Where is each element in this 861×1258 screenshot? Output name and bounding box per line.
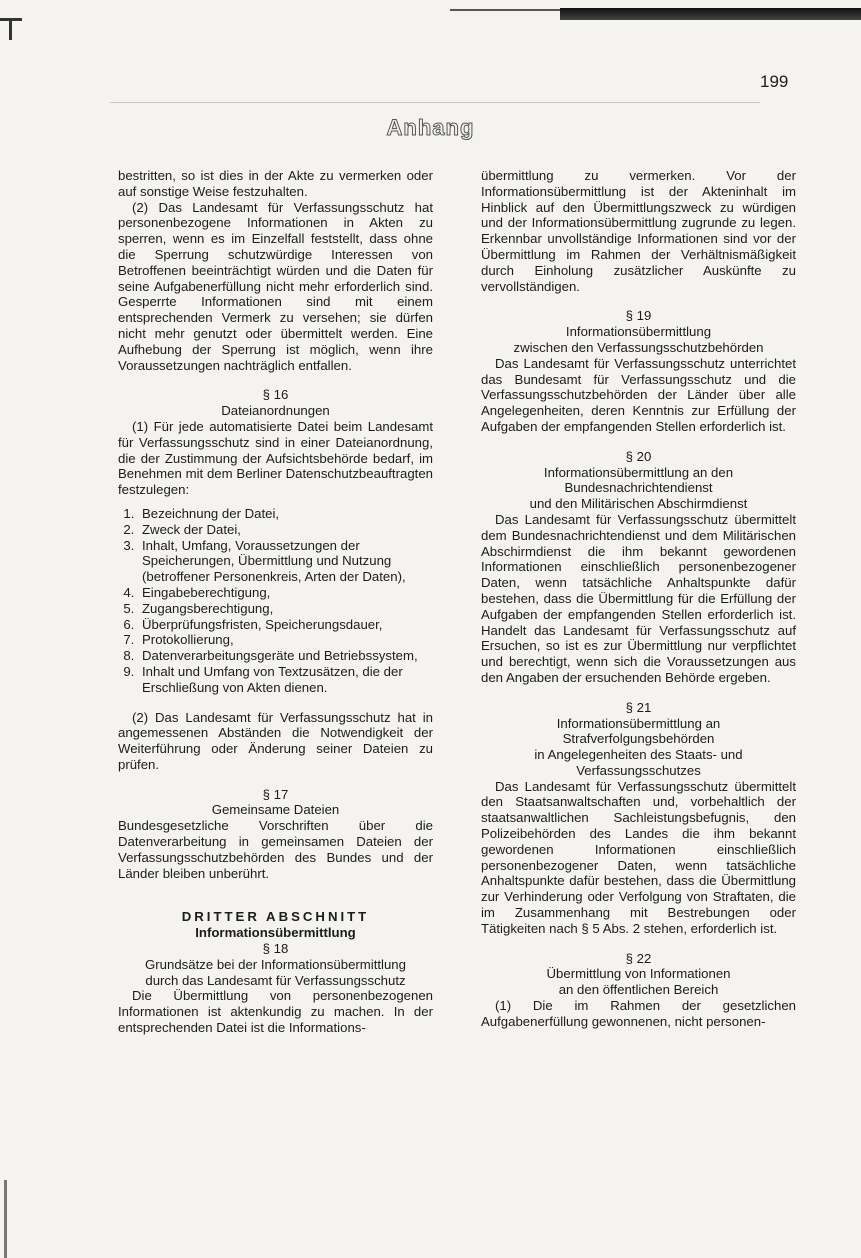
- section-title: Grundsätze bei der Informationsübermittlung: [145, 956, 406, 972]
- numbered-list: [118, 506, 433, 696]
- paragraph: (2) Das Landesamt für Verfassungsschutz hat personenbezogene Informationen in Akten zu sperren, wenn es im Einzelfall feststellt, dass ohne die Sperrung schutzwürdige Interessen von Betroffenen beeinträchtigt würden und die Daten für seine Aufgabenerfüllung nicht mehr erforderlich sind. Gesperrte Informationen sind mit einem entsprechenden Vermerk zu versehen; sie dürfen nicht mehr genutzt oder übermittelt werden. Eine Aufhebung der Sperrung ist möglich, wenn ihre Voraussetzungen nachträglich entfallen.: [118, 199, 433, 373]
- paragraph: (1) Für jede automatisierte Datei beim Landesamt für Verfassungsschutz sind in einer Dateianordnung, die der Zustimmung der Aufsichtsbehörde bedarf, im Benehmen mit dem Berliner Datenschutzbeauftragten festzulegen:: [118, 418, 433, 498]
- paragraph: Das Landesamt für Verfassungsschutz übermittelt dem Bundesnachrichtendienst und dem Militärischen Abschirmdienst die ihm bekannt gewordenen Informationen einschließlich personenbezogener Daten, wenn tatsächliche Anhaltspunkte dafür bestehen, dass die Übermittlung für die Erfüllung der Aufgaben der empfangenden Stellen erforderlich ist. Handelt das Landesamt für Verfassungsschutz auf Ersuchen, so ist es zur Übermittlung nur verpflichtet und berechtigt, wenn sich die Voraussetzungen aus den Angaben der ersuchenden Behörde ergeben.: [481, 511, 796, 685]
- section-title: Informationsübermittlung: [565, 324, 712, 340]
- scan-border: [0, 0, 861, 40]
- paragraph: (1) Die im Rahmen der gesetzlichen Aufgabenerfüllung gewonnenen, nicht personen-: [481, 998, 796, 1029]
- list-item: 9. Inhalt und Umfang von Textzusätzen, die der Erschließung von Akten dienen.: [138, 664, 433, 696]
- section-title: Informationsübermittlung an: [556, 715, 721, 731]
- section-title: Dateianordnungen: [221, 403, 330, 419]
- section-title: in Angelegenheiten des Staats- und: [534, 747, 743, 763]
- section-title: Strafverfolgungsbehörden: [562, 731, 715, 747]
- paragraph: übermittlung zu vermerken. Vor der Informationsübermittlung ist der Akteninhalt im Hinblick auf den Übermittlungszweck zu würdigen und der Informationsübermittlung zugrunde zu legen. Erkennbar unvollständige Informationen sind vor der Übermittlung im Rahmen der Verhältnismäßigkeit durch Einholung zusätzlicher Auskünfte zu vervollständigen.: [481, 168, 796, 294]
- running-head: Anhang: [386, 115, 475, 140]
- list-item: 3. Inhalt, Umfang, Voraussetzungen der Speicherungen, Übermittlung und Nutzung (betroffener Personenkreis, Arten der Daten),: [138, 538, 433, 585]
- list-item: 7. Protokollierung,: [138, 632, 433, 648]
- section-title: an den öffentlichen Bereich: [558, 982, 719, 998]
- list-item: 6. Überprüfungsfristen, Speicherungsdauer,: [138, 617, 433, 633]
- section-number: § 16: [262, 387, 289, 403]
- section-title: Gemeinsame Dateien: [211, 802, 340, 818]
- list-item: 2. Zweck der Datei,: [138, 522, 433, 538]
- section-title: durch das Landesamt für Verfassungsschutz: [145, 972, 406, 988]
- header-rule: [110, 102, 760, 103]
- list-item: 1. Bezeichnung der Datei,: [138, 506, 433, 522]
- section-number: § 22: [625, 950, 652, 966]
- chapter-title: Informationsübermittlung: [195, 925, 356, 941]
- page-number: 199: [760, 72, 789, 91]
- list-item: 4. Eingabeberechtigung,: [138, 585, 433, 601]
- scan-edge-thin: [450, 9, 570, 11]
- section-title: Bundesnachrichtendienst: [564, 480, 713, 496]
- scan-edge-left: [4, 1180, 7, 1258]
- section-number: § 21: [625, 699, 652, 715]
- section-number: § 17: [262, 786, 289, 802]
- list-item: 8. Datenverarbeitungsgeräte und Betriebssystem,: [138, 648, 433, 664]
- section-title: und den Militärischen Abschirmdienst: [529, 496, 748, 512]
- section-number: § 20: [625, 448, 652, 464]
- right-column: [481, 168, 796, 1030]
- section-title: zwischen den Verfassungsschutzbehörden: [513, 339, 764, 355]
- scan-edge-bar: [560, 8, 861, 20]
- section-title: Verfassungsschutzes: [576, 762, 701, 778]
- paragraph: Die Übermittlung von personenbezogenen Informationen ist aktenkundig zu machen. In der entsprechenden Datei ist die Informations-: [118, 988, 433, 1036]
- section-title: Übermittlung von Informationen: [546, 966, 731, 982]
- paragraph: bestritten, so ist dies in der Akte zu vermerken oder auf sonstige Weise festzuhalten.: [118, 168, 433, 199]
- section-title: Informationsübermittlung an den: [543, 464, 734, 480]
- chapter-heading: DRITTER ABSCHNITT: [181, 909, 370, 925]
- list-item: 5. Zugangsberechtigung,: [138, 601, 433, 617]
- paragraph: Das Landesamt für Verfassungsschutz übermittelt den Staatsanwaltschaften und, vorbehaltlich der staatsanwaltlichen Sachleistungsbefugnis, den Polizeibehörden des Landes die ihm bekannt gewordenen Informationen einschließlich personenbezogener Daten, wenn tatsächliche Anhaltspunkte dafür bestehen, dass die Übermittlung zur Verhinderung oder Verfolgung von Straftaten, die im Zusammenhang mit Bestrebungen oder Tätigkeiten nach § 5 Abs. 2 stehen, erforderlich ist.: [481, 778, 796, 936]
- section-number: § 18: [262, 941, 289, 957]
- crop-mark-vertical: [9, 18, 12, 40]
- section-number: § 19: [625, 308, 652, 324]
- paragraph: Das Landesamt für Verfassungsschutz unterrichtet das Bundesamt für Verfassungsschutz und die Verfassungsschutzbehörden der Länder über alle Angelegenheiten, deren Kenntnis zur Erfüllung der Aufgaben der empfangenden Stellen erforderlich ist.: [481, 355, 796, 434]
- left-column: [118, 168, 433, 1036]
- paragraph: (2) Das Landesamt für Verfassungsschutz hat in angemessenen Abständen die Notwendigkeit der Weiterführung oder Änderung seiner Dateien zu prüfen.: [118, 709, 433, 772]
- paragraph: Bundesgesetzliche Vorschriften über die Datenverarbeitung in gemeinsamen Dateien der Verfassungsschutzbehörden des Bundes und der Länder bleiben unberührt.: [118, 818, 433, 881]
